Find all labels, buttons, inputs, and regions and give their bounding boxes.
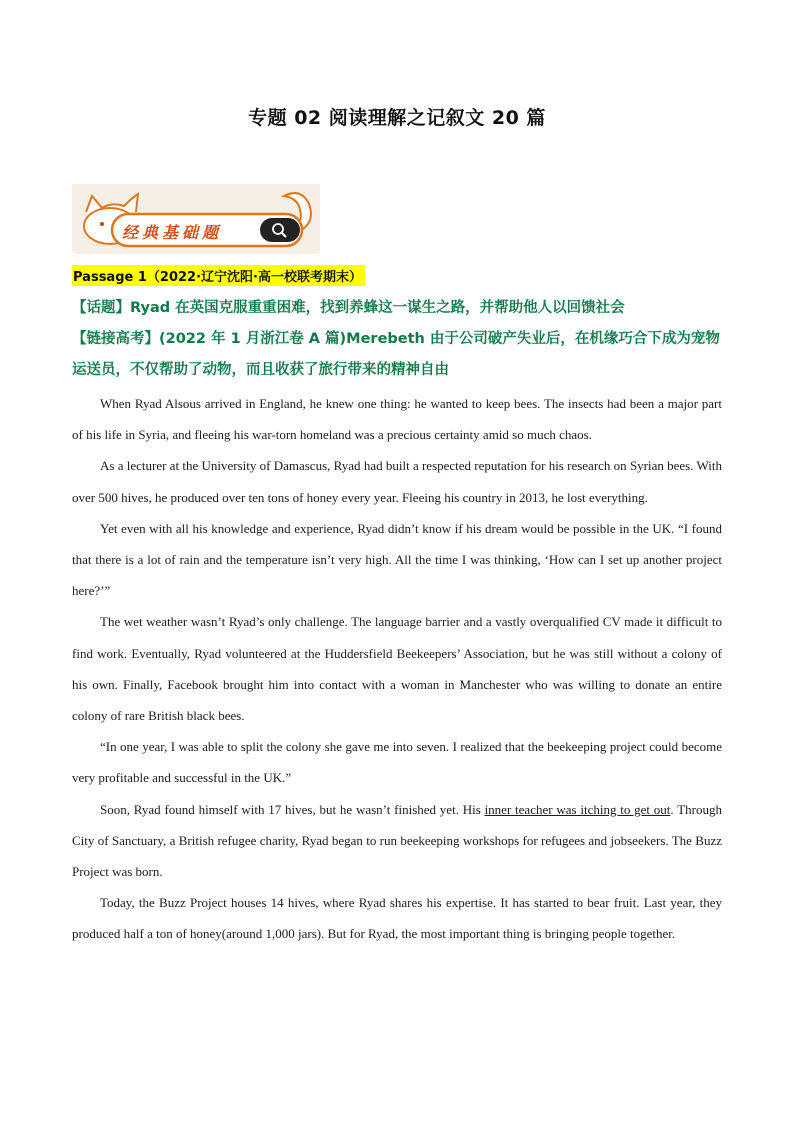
paragraph-3: Yet even with all his knowledge and experience, Ryad didn’t know if his dream would be possible in the UK. “I found that there is a lot of rain and the temperature isn’t very high. All the time I was thinking, ‘How can I set up another project here?’” xyxy=(72,520,722,599)
passage-header: Passage 1（2022·辽宁沈阳·高一校联考期末） xyxy=(72,265,365,286)
paragraph-7: Today, the Buzz Project houses 14 hives, where Ryad shares his expertise. It has started to bear fruit. Last year, they produced half a ton of honey(around 1,000 jars). But for Ryad, the most important thing is bringing people together. xyxy=(72,895,722,942)
banner-label: 经典基础题 xyxy=(122,223,223,242)
paragraph-4: The wet weather wasn’t Ryad’s only challenge. The language barrier and a vastly overqualified CV made it difficult to find work. Eventually, Ryad volunteered at the Huddersfield Beekeepers’ Association, but he was still without a colony of his own. Finally, Facebook brought him into contact with a woman in Manchester who was willing to donate an entire colony of rare British black bees. xyxy=(72,614,722,724)
paragraph-2: As a lecturer at the University of Damascus, Ryad had built a respected reputation for his research on Syrian bees. With over 500 hives, he produced over ten tons of honey every year. Fleeing his country in 2013, he lost everything. xyxy=(72,458,722,505)
paragraph-1: When Ryad Alsous arrived in England, he knew one thing: he wanted to keep bees. The insects had been a major part of his life in Syria, and fleeing his war-torn homeland was a precious certainty amid so much chaos. xyxy=(72,396,722,443)
link-gaokao: 【链接高考】(2022 年 1 月浙江卷 A 篇)Merebeth 由于公司破产失业后，在机缘巧合下成为宠物运送员，不仅帮助了动物，而且收获了旅行带来的精神自由 xyxy=(72,331,720,378)
search-icon xyxy=(270,221,290,239)
cat-illustration xyxy=(72,184,320,254)
page-title: 专题 02 阅读理解之记叙文 20 篇 xyxy=(248,107,546,129)
paragraph-5: “In one year, I was able to split the colony she gave me into seven. I realized that the beekeeping project could become very profitable and successful in the UK.” xyxy=(72,739,722,786)
passage-body xyxy=(72,388,722,950)
paragraph-6 xyxy=(72,794,722,888)
underlined-phrase: inner teacher was itching to get out xyxy=(484,801,671,817)
paragraph-6-before: Soon, Ryad found himself with 17 hives, but he wasn’t finished yet. His xyxy=(100,801,485,817)
paragraph-6-after: . Through City of Sanctuary, a British refugee charity, Ryad began to run beekeeping workshops for refugees and jobseekers. The Buzz Project was born. xyxy=(72,801,722,880)
section-banner xyxy=(72,184,320,254)
topic-line: 【话题】Ryad 在英国克服重重困难，找到养蜂这一谋生之路，并帮助他人以回馈社会 xyxy=(72,300,625,316)
